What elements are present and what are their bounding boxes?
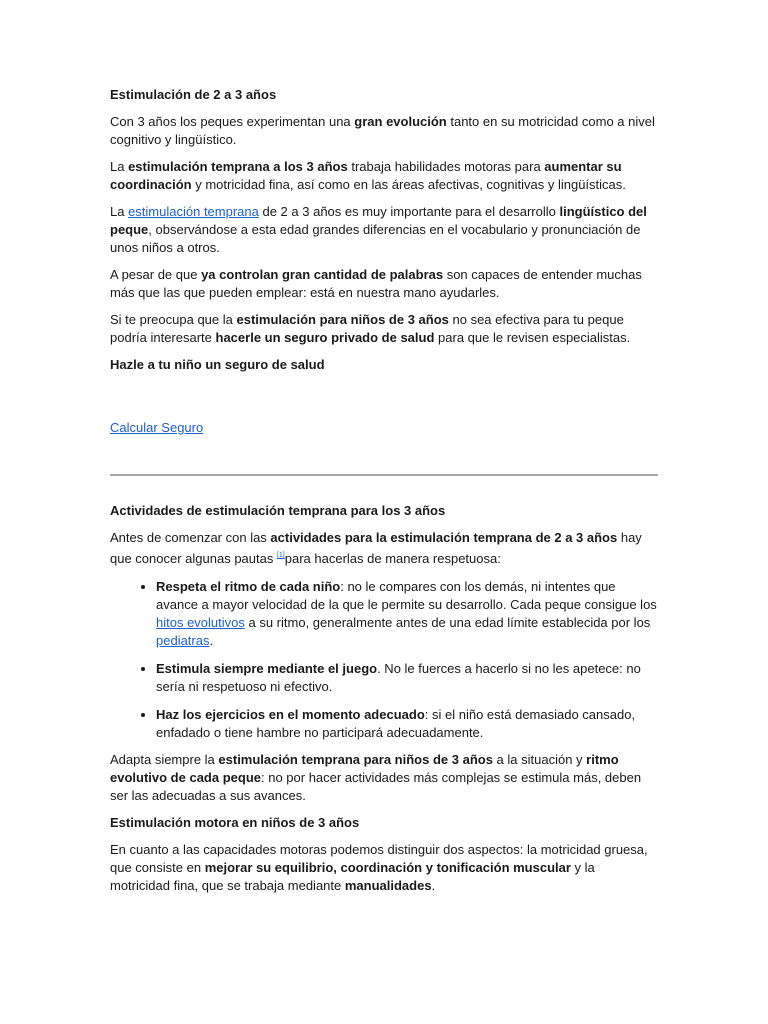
paragraph: En cuanto a las capacidades motoras podemos distinguir dos aspectos: la motricidad gruesa, que consiste en mejorar su equilibrio, coordinación y tonificación muscular y la motricidad fina, que se trabaja mediante manualidades. bbox=[110, 842, 648, 893]
list-item: • Estimula siempre mediante el juego. No le fuerces a hacerlo si no les apetece: no sería ni respetuoso ni efectivo. bbox=[156, 659, 658, 696]
paragraph: Si te preocupa que la estimulación para niños de 3 años no sea efectiva para tu peque podría interesarte hacerle un seguro privado de salud para que le revisen especialistas. bbox=[110, 312, 631, 345]
calcular-seguro-link[interactable]: Calcular Seguro bbox=[110, 420, 204, 435]
document-page bbox=[110, 86, 658, 904]
section-heading: Actividades de estimulación temprana para los 3 años bbox=[110, 503, 446, 518]
list-item: • Haz los ejercicios en el momento adecuado: si el niño está demasiado cansado, enfadado o tiene hambre no participará adecuadamente. bbox=[156, 705, 658, 742]
section-heading: Estimulación de 2 a 3 años bbox=[110, 87, 277, 102]
link-pediatras[interactable]: pediatras bbox=[156, 633, 210, 648]
cta-heading: Hazle a tu niño un seguro de salud bbox=[110, 357, 325, 372]
paragraph: Con 3 años los peques experimentan una gran evolución tanto en su motricidad como a nivel cognitivo y lingüístico. bbox=[110, 114, 655, 147]
link-estimulacion-temprana[interactable]: estimulación temprana bbox=[128, 204, 259, 219]
footnote-link[interactable]: [1] bbox=[276, 552, 285, 559]
paragraph: A pesar de que ya controlan gran cantidad de palabras son capaces de entender muchas más que las que pueden emplear: está en nuestra mano ayudarles. bbox=[110, 267, 642, 300]
horizontal-divider bbox=[110, 474, 658, 476]
paragraph: La estimulación temprana a los 3 años trabaja habilidades motoras para aumentar su coordinación y motricidad fina, así como en las áreas afectivas, cognitivas y lingüísticas. bbox=[110, 159, 626, 192]
link-hitos-evolutivos[interactable]: hitos evolutivos bbox=[156, 615, 245, 630]
guidelines-list bbox=[110, 577, 658, 742]
list-item: • Respeta el ritmo de cada niño: no le compares con los demás, ni intentes que avance a mayor velocidad de la que le permite su desarrollo. Cada peque consigue los hitos evolutivos a su ritmo, generalmente antes de una edad límite establecida por los pediatras. bbox=[156, 577, 658, 650]
paragraph: Adapta siempre la estimulación temprana para niños de 3 años a la situación y ritmo evolutivo de cada peque: no por hacer actividades más complejas se estimula más, deben ser las adecuadas a sus avances. bbox=[110, 752, 642, 803]
paragraph: Antes de comenzar con las actividades para la estimulación temprana de 2 a 3 años hay que conocer algunas pautas [1]para hacerlas de manera respetuosa: bbox=[110, 530, 642, 566]
section-heading: Estimulación motora en niños de 3 años bbox=[110, 815, 360, 830]
paragraph: La estimulación temprana de 2 a 3 años es muy importante para el desarrollo lingüístico del peque, observándose a esta edad grandes diferencias en el vocabulario y pronunciación de unos niños a otros. bbox=[110, 204, 647, 255]
